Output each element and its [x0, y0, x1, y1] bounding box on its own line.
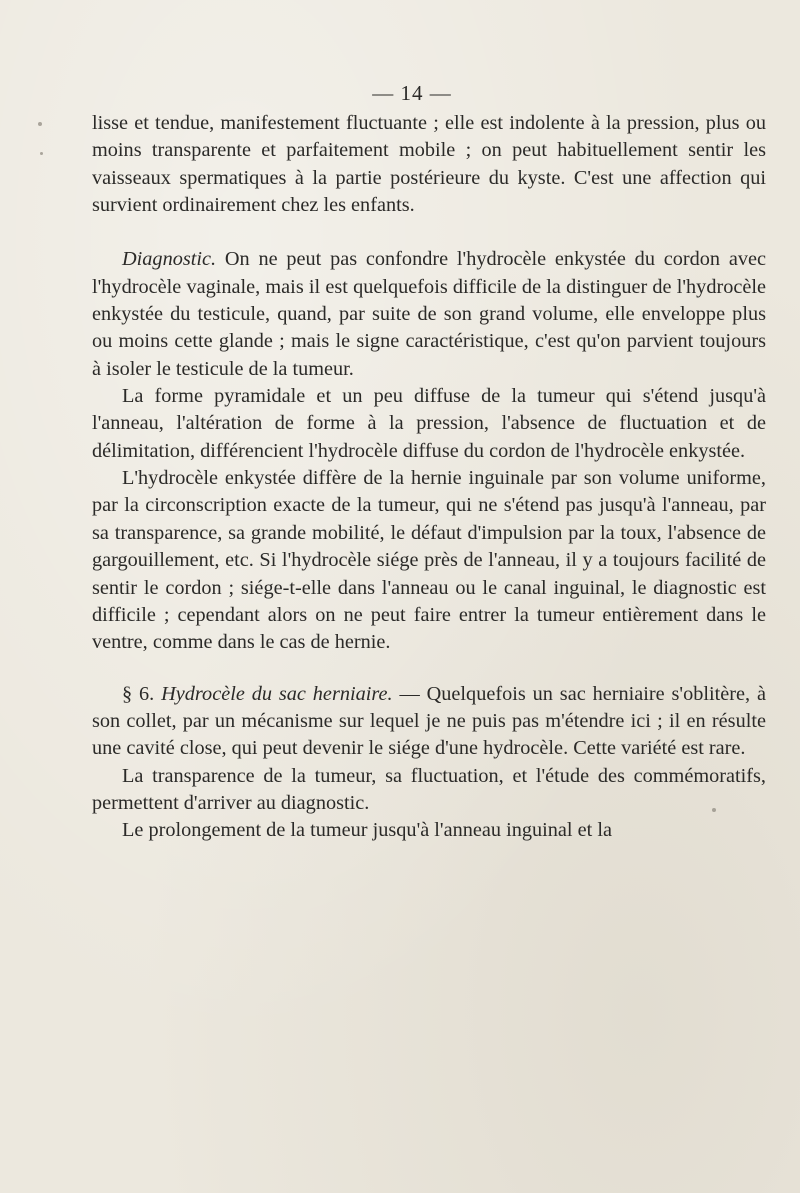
paragraph-diagnostic — [92, 246, 766, 383]
section-body: — Quelquefois un sac herniaire s'oblitère, à son collet, par un mécanisme sur lequel je ne puis pas m'étendre ici ; il en résulte une cavité close, qui peut devenir le siége d'une hydrocèle. Cette variété est rare. — [92, 682, 766, 760]
paper-spot — [38, 122, 42, 126]
paragraph-transparence: La transparence de la tumeur, sa fluctuation, et l'étude des commémoratifs, permettent d'arriver au diagnostic. — [92, 764, 766, 814]
paragraph-gap — [92, 657, 766, 681]
diagnostic-heading: Diagnostic. — [122, 248, 217, 271]
section-6-paragraph — [92, 681, 766, 763]
section-title: Hydrocèle du sac herniaire. — [161, 682, 393, 705]
paragraph-kyste-description: lisse et tendue, manifestement fluctuante ; elle est indolente à la pression, plus ou moins transparente et parfaitement mobile ; on peut habituellement sentir les vaisseaux spermatiques à la partie postérieure du kyste. C'est une affection qui survient ordinairement chez les enfants. — [92, 112, 766, 217]
paper-spot — [712, 808, 716, 812]
paragraph-forme-pyramidale: La forme pyramidale et un peu diffuse de la tumeur qui s'étend jusqu'à l'anneau, l'altération de forme à la pression, l'absence de fluctuation et de délimitation, différencient l'hydrocèle diffuse du cordon de l'hydrocèle enkystée. — [92, 385, 766, 462]
page-number: — 14 — — [372, 81, 452, 105]
paper-spot — [40, 152, 43, 155]
section-number: § 6. — [122, 682, 155, 705]
page-body — [92, 110, 766, 845]
paragraph-hernie-inguinale: L'hydrocèle enkystée diffère de la hernie inguinale par son volume uniforme, par la circonscription exacte de la tumeur, qui ne s'étend pas jusqu'à l'anneau, par sa transparence, sa grande mobilité, le défaut d'impulsion par la toux, l'absence de gargouillement, etc. Si l'hydrocèle siége près de l'anneau, il y a toujours facilité de sentir le cordon ; siége-t-elle dans l'anneau ou le canal inguinal, le diagnostic est difficile ; cependant alors on ne peut faire entrer la tumeur entièrement dans le ventre, comme dans le cas de hernie. — [92, 467, 766, 654]
paragraph-gap — [92, 219, 766, 246]
diagnostic-body: On ne peut pas confondre l'hydrocèle enkystée du cordon avec l'hydrocèle vaginale, mais il est quelquefois difficile de la distinguer de l'hydrocèle enkystée du testicule, quand, par suite de son grand volume, elle enveloppe plus ou moins cette glande ; mais le signe caractéristique, c'est qu'on parvient toujours à isoler le testicule de la tumeur. — [92, 248, 766, 380]
paragraph-prolongement: Le prolongement de la tumeur jusqu'à l'anneau inguinal et la — [122, 819, 612, 842]
